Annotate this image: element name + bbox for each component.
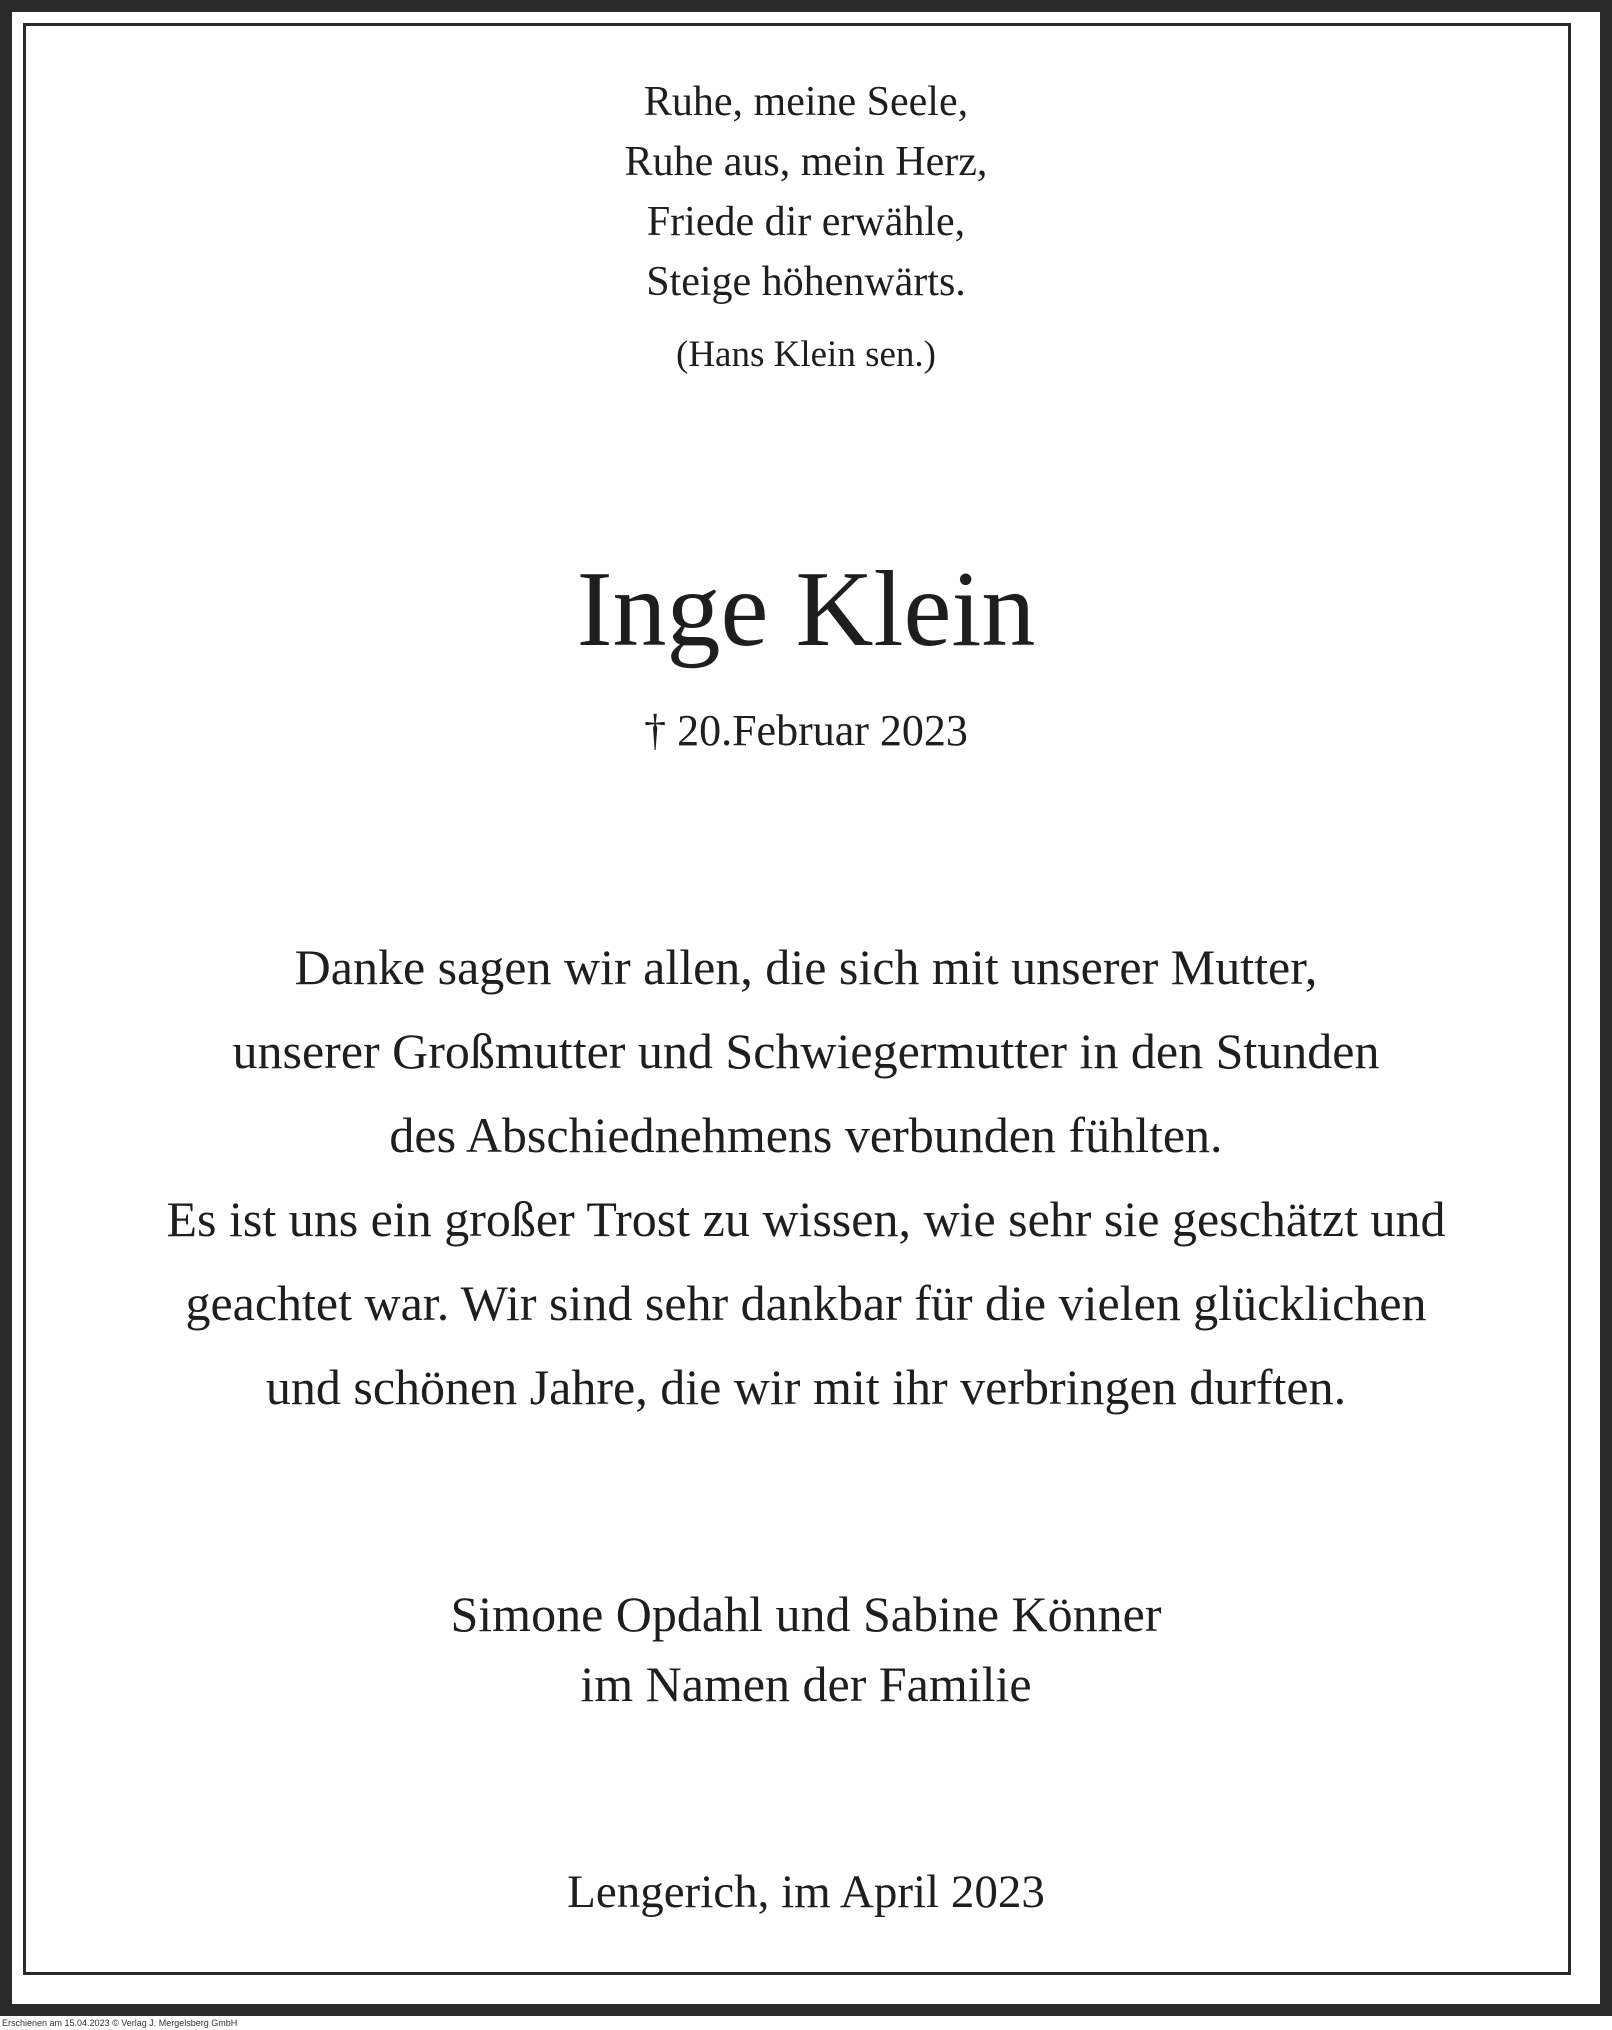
family-signature bbox=[0, 1579, 1612, 1719]
death-date: † 20.Februar 2023 bbox=[644, 706, 968, 755]
thank-you-message bbox=[0, 925, 1612, 1429]
signature-names: Simone Opdahl und Sabine Könner bbox=[450, 1586, 1162, 1642]
message-line: geachtet war. Wir sind sehr dankbar für die vielen glücklichen bbox=[185, 1275, 1427, 1331]
poem-verse bbox=[0, 72, 1612, 312]
message-line: Danke sagen wir allen, die sich mit unserer Mutter, bbox=[294, 939, 1318, 995]
poem-line: Ruhe, meine Seele, bbox=[643, 79, 969, 125]
place-and-date: Lengerich, im April 2023 bbox=[567, 1866, 1045, 1918]
deceased-name: Inge Klein bbox=[576, 550, 1036, 669]
poem-source: (Hans Klein sen.) bbox=[676, 334, 936, 375]
message-line: und schönen Jahre, die wir mit ihr verbringen durften. bbox=[265, 1359, 1347, 1415]
poem-line: Steige höhenwärts. bbox=[646, 259, 966, 305]
publication-footer: Erschienen am 15.04.2023 © Verlag J. Mergelsberg GmbH bbox=[2, 2018, 238, 2028]
message-line: Es ist uns ein großer Trost zu wissen, wie sehr sie geschätzt und bbox=[166, 1191, 1446, 1247]
signature-family: im Namen der Familie bbox=[580, 1656, 1032, 1712]
poem-line: Friede dir erwähle, bbox=[646, 199, 966, 245]
message-line: unserer Großmutter und Schwiegermutter in den Stunden bbox=[232, 1023, 1380, 1079]
message-line: des Abschiednehmens verbunden fühlten. bbox=[389, 1107, 1223, 1163]
poem-line: Ruhe aus, mein Herz, bbox=[624, 139, 988, 185]
